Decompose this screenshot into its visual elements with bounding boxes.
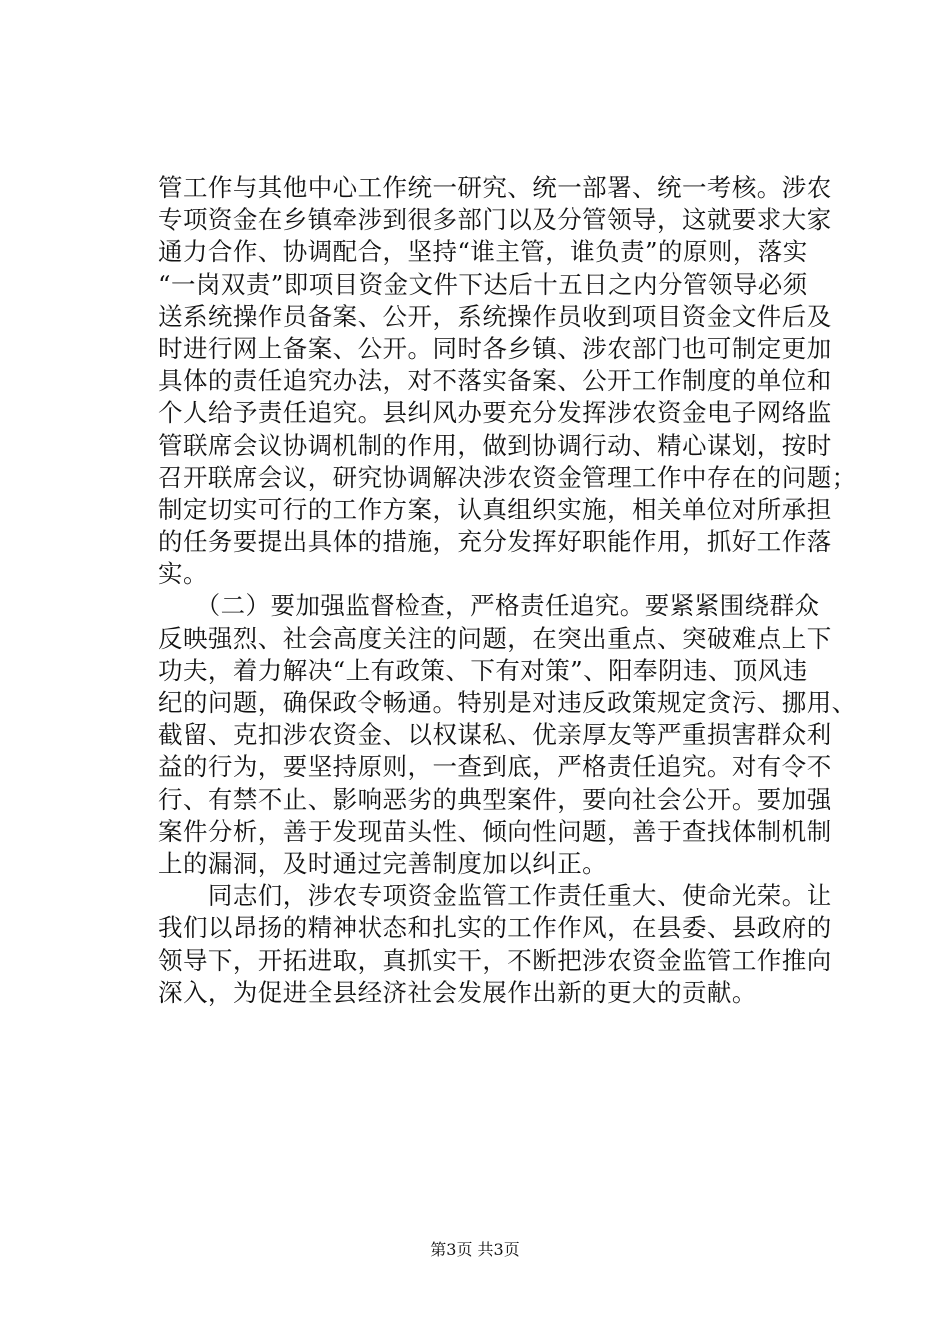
text-line: 领导下，开拓进取，真抓实干，不断把涉农资金监管工作推向	[158, 945, 832, 975]
text-line: 管联席会议协调机制的作用，做到协调行动、精心谋划，按时	[158, 430, 832, 460]
text-line: 个人给予责任追究。县纠风办要充分发挥涉农资金电子网络监	[158, 398, 832, 428]
text-line: 上的漏洞，及时通过完善制度加以纠正。	[158, 848, 608, 878]
text-line: 我们以昂扬的精神状态和扎实的工作作风，在县委、县政府的	[158, 913, 832, 943]
text-line: 实。	[158, 559, 208, 589]
text-line: 反映强烈、社会高度关注的问题，在突出重点、突破难点上下	[158, 623, 832, 653]
document-body	[158, 172, 858, 1009]
text-line: 专项资金在乡镇牵涉到很多部门以及分管领导，这就要求大家	[158, 205, 832, 235]
text-line: 时进行网上备案、公开。同时各乡镇、涉农部门也可制定更加	[158, 333, 832, 363]
text-line: 功夫，着力解决“上有政策、下有对策”、阳奉阴违、顶风违	[158, 655, 808, 685]
paragraph-3-first-line: 同志们，涉农专项资金监管工作责任重大、使命光荣。让	[158, 881, 832, 911]
text-line: 纪的问题，确保政令畅通。特别是对违反政策规定贪污、挪用、	[158, 688, 857, 717]
text-line: 通力合作、协调配合，坚持“谁主管，谁负责”的原则，落实	[158, 237, 808, 267]
paragraph-2-first-line: （二）要加强监督检查，严格责任追究。要紧紧围绕群众	[158, 591, 820, 621]
page-footer	[0, 1240, 950, 1260]
text-line: “一岗双责”即项目资金文件下达后十五日之内分管领导必须	[158, 269, 808, 299]
text-line: 管工作与其他中心工作统一研究、统一部署、统一考核。涉农	[158, 173, 832, 202]
text-line: 深入，为促进全县经济社会发展作出新的更大的贡献。	[158, 977, 757, 1007]
text-line: 送系统操作员备案、公开，系统操作员收到项目资金文件后及	[158, 301, 832, 331]
text-line: 行、有禁不止、影响恶劣的典型案件，要向社会公开。要加强	[158, 784, 832, 814]
text-line: 益的行为，要坚持原则，一查到底，严格责任追究。对有令不	[158, 752, 832, 782]
text-line: 具体的责任追究办法，对不落实备案、公开工作制度的单位和	[158, 366, 832, 396]
text-line: 案件分析，善于发现苗头性、倾向性问题，善于查找体制机制	[158, 816, 832, 846]
text-line: 截留、克扣涉农资金、以权谋私、优亲厚友等严重损害群众利	[158, 720, 832, 750]
text-line: 召开联席会议，研究协调解决涉农资金管理工作中存在的问题；	[158, 462, 857, 492]
text-line: 制定切实可行的工作方案，认真组织实施，相关单位对所承担	[158, 494, 832, 524]
page-number-label: 第3页 共3页	[430, 1240, 520, 1259]
text-line: 的任务要提出具体的措施，充分发挥好职能作用，抓好工作落	[158, 527, 832, 557]
